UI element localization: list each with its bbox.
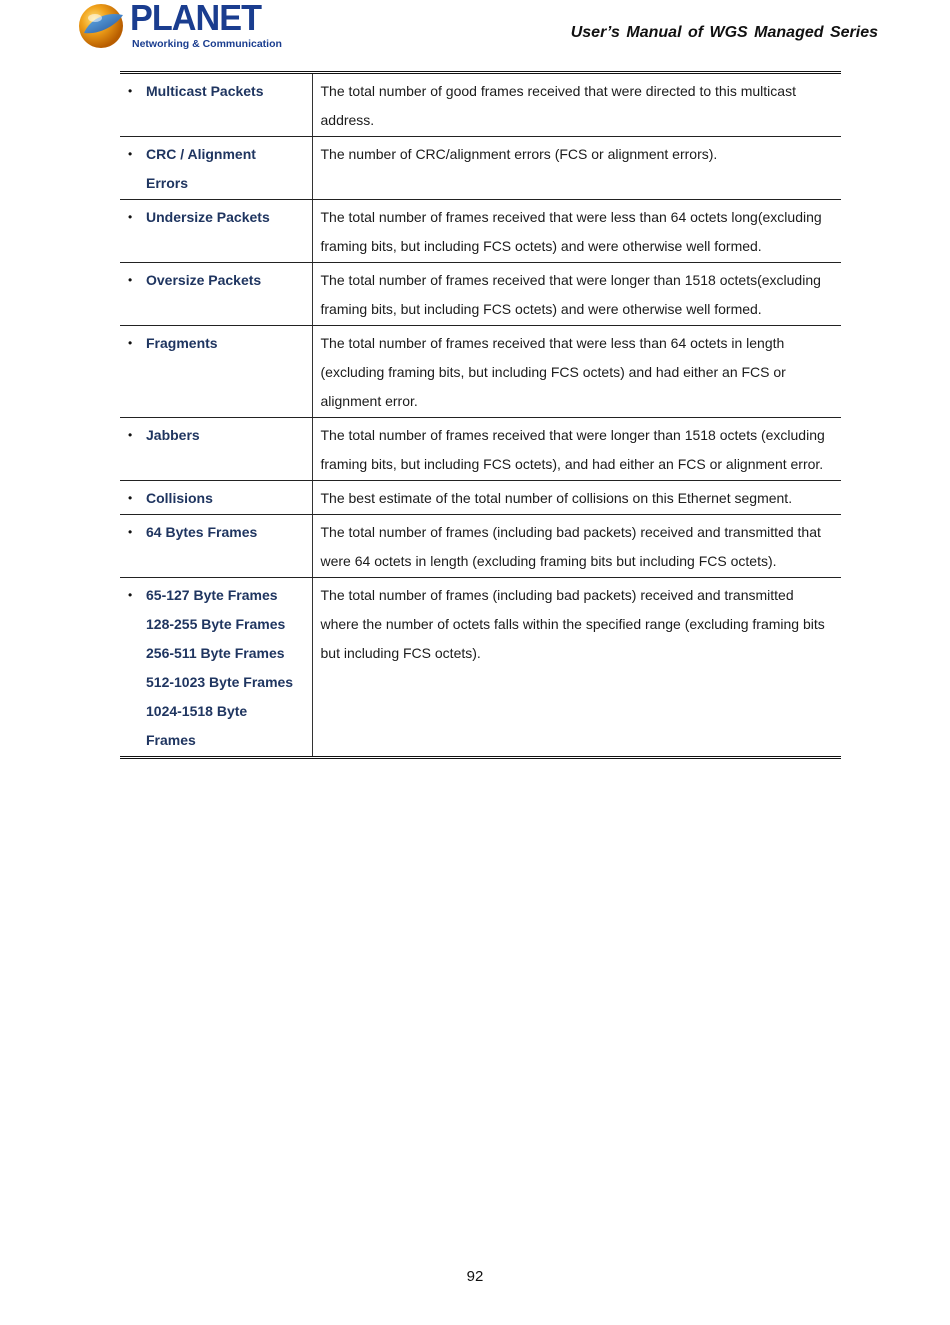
term-label [146,203,270,232]
term-label-line: Errors [146,175,189,191]
description-cell: The total number of frames received that were longer than 1518 octets(excluding framing bits, but including FCS octets) and were otherwise well formed. [312,263,841,326]
term-label-line: Jabbers [146,427,200,443]
counter-definitions-table-wrapper [120,71,841,759]
term-label [146,421,200,450]
table-row [120,137,841,200]
bullet-icon: • [128,336,133,350]
bullet-icon: • [128,147,133,161]
term-label [146,140,256,198]
table-row [120,515,841,578]
table-body [120,73,841,758]
term-label [146,266,261,295]
term-label-line: 65-127 Byte Frames [146,587,278,603]
term-label-line: 256-511 Byte Frames [146,645,285,661]
table-row [120,200,841,263]
term-label-line: Fragments [146,335,218,351]
bullet-icon: • [128,588,133,602]
globe-logo-icon [76,1,126,51]
term-label-line: 512-1023 Byte Frames [146,674,294,690]
term-label-line: Multicast Packets [146,83,264,99]
description-cell: The total number of frames received that were less than 64 octets long(excluding framing bits, but including FCS octets) and were otherwise well formed. [312,200,841,263]
table-row [120,326,841,418]
term-label-line: Oversize Packets [146,272,262,288]
term-label [146,329,218,358]
term-label [146,581,293,755]
bullet-icon: • [128,273,133,287]
term-cell [120,326,312,418]
description-cell: The total number of frames (including bad packets) received and transmitted that were 64 octets in length (excluding framing bits but including FCS octets). [312,515,841,578]
term-cell [120,200,312,263]
term-label-line: Collisions [146,490,213,506]
table-row [120,263,841,326]
term-label-line: 1024-1518 Byte [146,703,248,719]
term-label-line: 128-255 Byte Frames [146,616,286,632]
table-row [120,418,841,481]
description-cell: The best estimate of the total number of collisions on this Ethernet segment. [312,481,841,515]
term-cell [120,481,312,515]
term-label-line: 64 Bytes Frames [146,524,258,540]
term-cell [120,263,312,326]
bullet-icon: • [128,491,133,505]
term-cell [120,515,312,578]
term-cell [120,73,312,137]
table-row [120,73,841,137]
term-label [146,77,264,106]
manual-title: User’s Manual of WGS Managed Series [570,24,878,41]
bullet-icon: • [128,428,133,442]
logo-tagline: Networking & Communication [132,38,282,50]
description-cell: The number of CRC/alignment errors (FCS or alignment errors). [312,137,841,200]
bullet-icon: • [128,210,133,224]
table-row [120,578,841,758]
bullet-icon: • [128,84,133,98]
term-label [146,518,257,547]
counter-definitions-table [120,71,841,759]
page-number: 92 [466,1268,484,1285]
term-label-line: Frames [146,732,196,748]
term-cell [120,137,312,200]
description-cell: The total number of frames (including bad packets) received and transmitted where the number of octets falls within the specified range (excluding framing bits but including FCS octets). [320,587,825,661]
term-cell [120,578,312,758]
bullet-icon: • [128,525,133,539]
table-row [120,481,841,515]
term-label-line: CRC / Alignment [146,146,256,162]
term-cell [120,418,312,481]
page-header [0,0,950,60]
term-label [146,484,213,513]
description-cell: The total number of frames received that were longer than 1518 octets (excluding framing bits, but including FCS octets), and had either an FCS or alignment error. [312,418,841,481]
logo-wordmark: PLANET [130,0,262,38]
description-cell: The total number of good frames received that were directed to this multicast address. [312,73,841,137]
planet-logo [76,0,282,53]
term-label-line: Undersize Packets [146,209,270,225]
description-cell: The total number of frames received that were less than 64 octets in length (excluding framing bits, but including FCS octets) and had either an FCS or alignment error. [312,326,841,418]
